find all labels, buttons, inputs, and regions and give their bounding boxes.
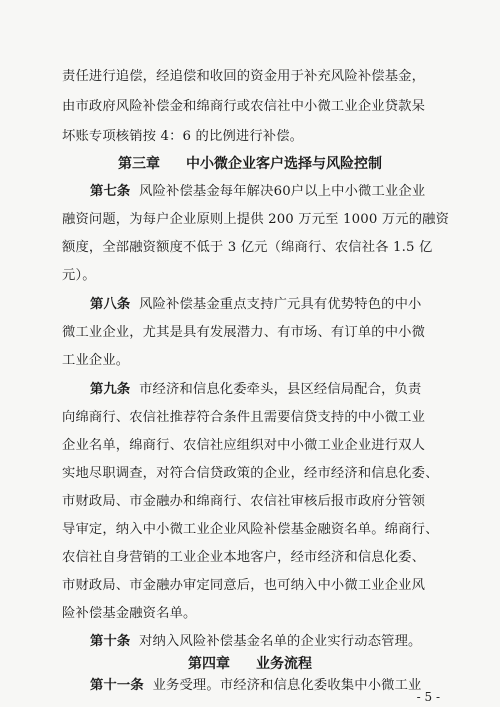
- article-8-first-line: [90, 296, 422, 313]
- article-text: 对纳入风险补偿基金名单的企业实行动态管理。: [139, 634, 422, 649]
- body-line: 责任进行追偿，经追偿和收回的资金用于补充风险补偿基金，: [62, 69, 426, 84]
- body-line: 坏账专项核销按 4：6 的比例进行补偿。: [62, 129, 304, 144]
- body-line: 由市政府风险补偿金和绵商行或农信社中小微工业企业贷款呆: [62, 99, 426, 114]
- body-line: 额度，全部融资额度不低于 3 亿元（绵商行、农信社各 1.5 亿: [62, 240, 433, 255]
- article-7-first-line: [90, 183, 425, 200]
- chapter-title: 中小微企业客户选择与风险控制: [186, 156, 382, 172]
- body-line: 微工业企业，尤其是具有发展潜力、有市场、有订单的中小微: [62, 325, 426, 340]
- body-line: 农信社自身营销的工业企业本地客户，经市经济和信息化委、: [62, 550, 426, 565]
- chapter-number: 第四章: [188, 656, 230, 672]
- article-10-line: [90, 633, 422, 650]
- body-line: 导审定，纳入中小微工业企业风险补偿基金融资名单。绵商行、: [62, 522, 439, 537]
- body-line: 向绵商行、农信社推荐符合条件且需要信贷支持的中小微工业: [62, 410, 426, 425]
- article-9-first-line: [90, 381, 422, 398]
- chapter-4-heading: [0, 655, 500, 673]
- body-line: 实地尽职调查，对符合信贷政策的企业，经市经济和信息化委、: [62, 466, 439, 481]
- body-line: 险补偿基金融资名单。: [62, 606, 197, 621]
- body-line: 工业企业。: [62, 353, 130, 368]
- body-line: 市财政局、市金融办审定同意后，也可纳入中小微工业企业风: [62, 578, 426, 593]
- chapter-3-heading: [0, 155, 500, 173]
- article-label: 第八条: [90, 297, 131, 312]
- chapter-number: 第三章: [118, 156, 160, 172]
- article-label: 第十一条: [90, 678, 144, 693]
- body-line: 市财政局、市金融办和绵商行、农信社审核后报市政府分管领: [62, 494, 426, 509]
- chapter-title: 业务流程: [256, 656, 312, 672]
- body-line: 企业名单，绵商行、农信社应组织对中小微工业企业进行双人: [62, 438, 426, 453]
- article-text: 风险补偿基金每年解决60户以上中小微工业企业: [139, 184, 426, 199]
- article-text: 风险补偿基金重点支持广元具有优势特色的中小: [139, 297, 422, 312]
- article-11-line: [90, 677, 422, 694]
- page-number: - 5 -: [416, 690, 440, 704]
- body-line: 融资问题，为每户企业原则上提供 200 万元至 1000 万元的融资: [62, 212, 450, 227]
- article-label: 第十条: [90, 634, 131, 649]
- article-label: 第七条: [90, 184, 131, 199]
- body-line: 元）。: [62, 268, 96, 283]
- article-text: 业务受理。市经济和信息化委收集中小微工业: [152, 678, 422, 693]
- article-label: 第九条: [90, 382, 131, 397]
- article-text: 市经济和信息化委牵头，县区经信局配合，负责: [139, 382, 422, 397]
